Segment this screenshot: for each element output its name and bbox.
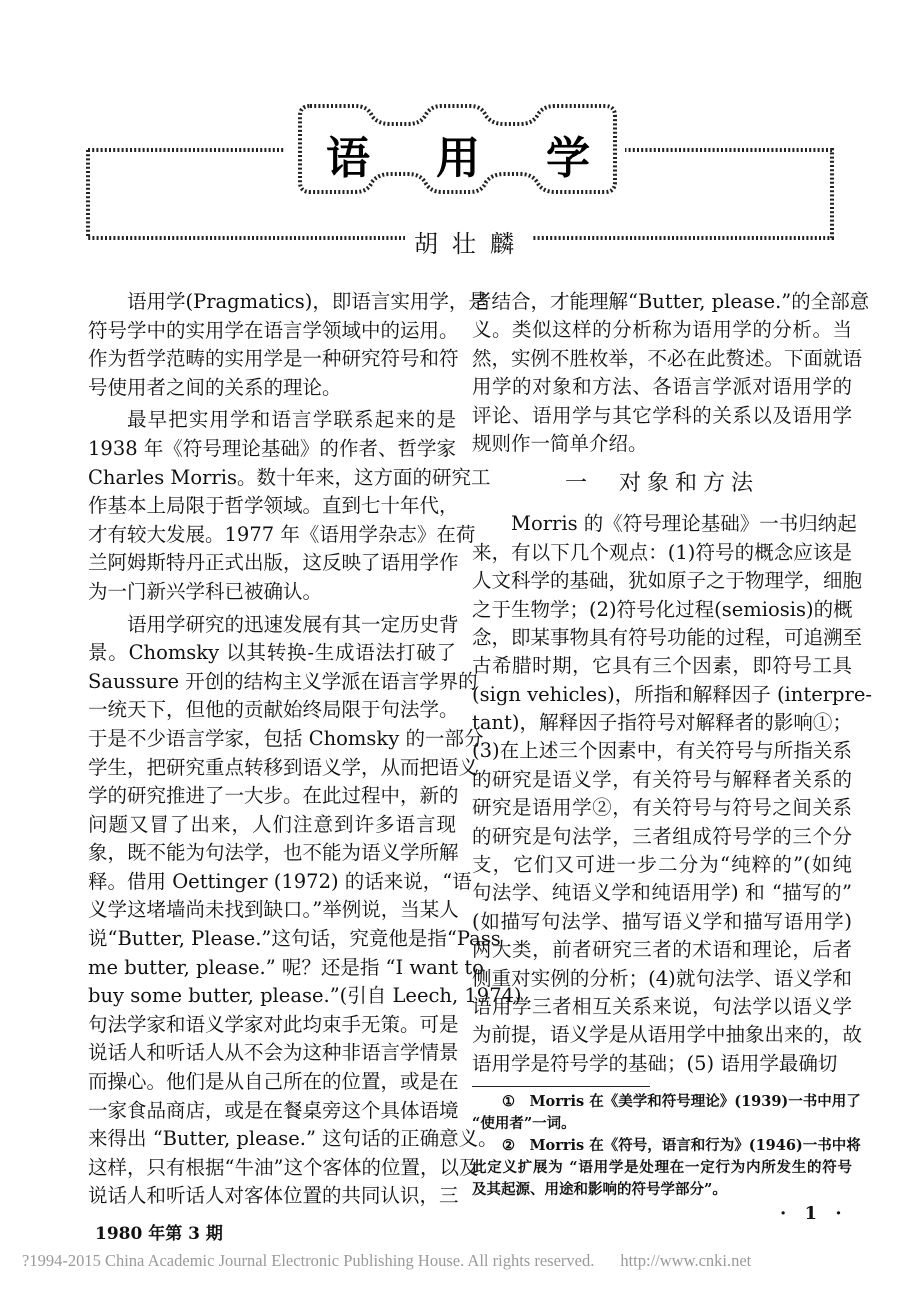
text-line: 为前提，语义学是从语用学中抽象出来的，故 bbox=[472, 1023, 863, 1047]
text-line: 用学的对象和方法、各语言学派对语用学的 bbox=[472, 375, 852, 399]
text-line: 语用学三者相互关系来说，句法学以语义学 bbox=[472, 994, 852, 1018]
text-line: 两大类，前者研究三者的术语和理论，后者 bbox=[472, 938, 852, 962]
text-line: 才有较大发展。1977 年《语用学杂志》在荷 bbox=[88, 522, 476, 546]
text-line: 兰阿姆斯特丹正式出版，这反映了语用学作 bbox=[88, 551, 459, 575]
text-line: 一统天下，但他的贡献始终局限于句法学。 bbox=[88, 698, 459, 722]
text-line: 说话人和听话人从不会为这种非语言学情景 bbox=[88, 1041, 459, 1065]
text-line: 语用学是符号学的基础；(5) 语用学最确切 bbox=[472, 1051, 838, 1075]
text-line: 一家食品商店，或是在餐桌旁这个具体语境 bbox=[88, 1098, 459, 1122]
text-line: 说“Butter, Please.”这句话，究竟他是指“Pass bbox=[88, 927, 501, 951]
text-line: 号使用者之间的关系的理论。 bbox=[88, 375, 342, 399]
text-line: 人文科学的基础，犹如原子之于物理学，细胞 bbox=[472, 569, 863, 593]
page-number: · 1 · bbox=[780, 1203, 848, 1224]
paragraph bbox=[472, 288, 870, 458]
paragraph bbox=[472, 1091, 861, 1135]
text-line: 者结合，才能理解“Butter, please.”的全部意 bbox=[472, 290, 870, 313]
text-line: 规则作一简单介绍。 bbox=[472, 431, 648, 455]
text-line: “使用者”一词。 bbox=[472, 1115, 576, 1133]
text-line: 语用学(Pragmatics)，即语言实用学，是 bbox=[127, 290, 488, 313]
text-line: 作为哲学范畴的实用学是一种研究符号和符 bbox=[88, 347, 459, 371]
issue-label: 1980 年第 3 期 bbox=[95, 1224, 223, 1244]
text-line: 来，有以下几个观点：(1)符号的概念应该是 bbox=[472, 540, 852, 564]
text-line: (3)在上述三个因素中，有关符号与所指关系 bbox=[472, 739, 852, 763]
text-line: 作基本上局限于哲学领域。直到七十年代， bbox=[88, 494, 459, 518]
text-line: 说话人和听话人对客体位置的共同认识，三 bbox=[88, 1184, 459, 1208]
text-line: 语用学研究的迅速发展有其一定历史背 bbox=[127, 612, 459, 636]
text-line: 而操心。他们是从自己所在的位置，或是在 bbox=[88, 1070, 459, 1094]
text-line: 研究是语用学②，有关符号与符号之间关系 bbox=[472, 796, 852, 820]
text-line: Charles Morris。数十年来，这方面的研究工 bbox=[88, 465, 491, 489]
text-line: Saussure 开创的结构主义学派在语言学界的 bbox=[88, 669, 478, 693]
title-char-2: 用 bbox=[436, 133, 480, 184]
text-line: 来得出 “Butter, please.” 这句话的正确意义。 bbox=[88, 1127, 498, 1151]
right-column bbox=[472, 288, 872, 1201]
copyright-notice bbox=[22, 1251, 751, 1271]
text-line: 侧重对实例的分析；(4)就句法学、语义学和 bbox=[472, 966, 852, 990]
left-column bbox=[88, 288, 522, 1215]
text-line: 义学这堵墙尚未找到缺口。”举例说，当某人 bbox=[88, 898, 459, 922]
footnotes bbox=[472, 1091, 861, 1201]
cnki-link[interactable]: http://www.cnki.net bbox=[620, 1251, 752, 1270]
text-line: ② Morris 在《符号，语言和行为》(1946)一书中将 bbox=[502, 1137, 861, 1155]
text-line: 为一门新兴学科已被确认。 bbox=[88, 579, 323, 603]
text-line: 释。借用 Oettinger (1972) 的话来说，“语 bbox=[88, 869, 472, 893]
text-line: 学的研究推进了一大步。在此过程中，新的 bbox=[88, 784, 459, 808]
paragraph bbox=[472, 510, 872, 1078]
text-line: me butter, please.” 呢？还是指 “I want to bbox=[88, 955, 484, 979]
text-line: 景。Chomsky 以其转换-生成语法打破了 bbox=[88, 641, 456, 665]
text-line: 评论、语用学与其它学科的关系以及语用学 bbox=[472, 403, 852, 427]
text-line: 及其起源、用途和影响的符号学部分”。 bbox=[472, 1181, 727, 1199]
paragraph bbox=[472, 1135, 861, 1201]
copyright-text: ?1994-2015 China Academic Journal Electronic Publishing House. All rights reserved. bbox=[22, 1251, 595, 1270]
text-line: 1938 年《符号理论基础》的作者、哲学家 bbox=[88, 436, 456, 460]
text-line: 句法学家和语义学家对此均束手无策。可是 bbox=[88, 1012, 459, 1036]
text-line: 此定义扩展为 “语用学是处理在一定行为内所发生的符号 bbox=[472, 1159, 852, 1177]
text-line: 古希腊时期，它具有三个因素，即符号工具 bbox=[472, 654, 852, 678]
author-name: 胡壮麟 bbox=[410, 224, 532, 259]
section-heading bbox=[472, 458, 852, 510]
paragraph bbox=[88, 288, 488, 402]
text-line: 然，实例不胜枚举，不必在此赘述。下面就语 bbox=[472, 346, 863, 370]
text-line: 句法学、纯语义学和纯语用学) 和 “描写的” bbox=[472, 881, 852, 905]
text-line: 的研究是句法学，三者组成符号学的三个分 bbox=[472, 824, 852, 848]
text-line: 学生，把研究重点转移到语义学，从而把语义 bbox=[88, 755, 479, 779]
text-line: Morris 的《符号理论基础》一书归纳起 bbox=[511, 512, 857, 536]
footnote-divider bbox=[472, 1086, 650, 1087]
section-number: 一 bbox=[564, 471, 593, 497]
title-char-3: 学 bbox=[546, 133, 590, 184]
text-line: 问题又冒了出来，人们注意到许多语言现 bbox=[88, 812, 456, 836]
text-line: 符号学中的实用学在语言学领域中的运用。 bbox=[88, 318, 459, 342]
section-title: 对象和方法 bbox=[619, 471, 760, 497]
text-line: 念，即某事物具有符号功能的过程，可追溯至 bbox=[472, 625, 863, 649]
text-line: 之于生物学；(2)符号化过程(semiosis)的概 bbox=[472, 597, 853, 621]
paragraph bbox=[88, 406, 491, 606]
text-line: 的研究是语义学，有关符号与解释者关系的 bbox=[472, 767, 852, 791]
text-line: ① Morris 在《美学和符号理论》(1939)一书中用了 bbox=[502, 1093, 861, 1111]
text-line: 这样，只有根据“牛油”这个客体的位置，以及 bbox=[88, 1155, 479, 1179]
text-line: 象，既不能为句法学，也不能为语义学所解 bbox=[88, 841, 459, 865]
text-line: 支，它们又可进一步二分为“纯粹的”(如纯 bbox=[472, 853, 852, 877]
text-line: tant)，解释因子指符号对解释者的影响①； bbox=[472, 711, 852, 735]
text-line: 于是不少语言学家，包括 Chomsky 的一部分 bbox=[88, 726, 484, 750]
text-line: buy some butter, please.”(引自 Leech, 1974) bbox=[88, 984, 522, 1008]
paragraph bbox=[88, 611, 522, 1211]
text-line: (如描写句法学、描写语义学和描写语用学) bbox=[472, 909, 852, 933]
text-line: 最早把实用学和语言学联系起来的是 bbox=[127, 408, 456, 432]
text-line: (sign vehicles)，所指和解释因子 (interpre- bbox=[472, 682, 872, 706]
text-line: 义。类似这样的分析称为语用学的分析。当 bbox=[472, 318, 852, 342]
title-char-1: 语 bbox=[326, 133, 370, 184]
